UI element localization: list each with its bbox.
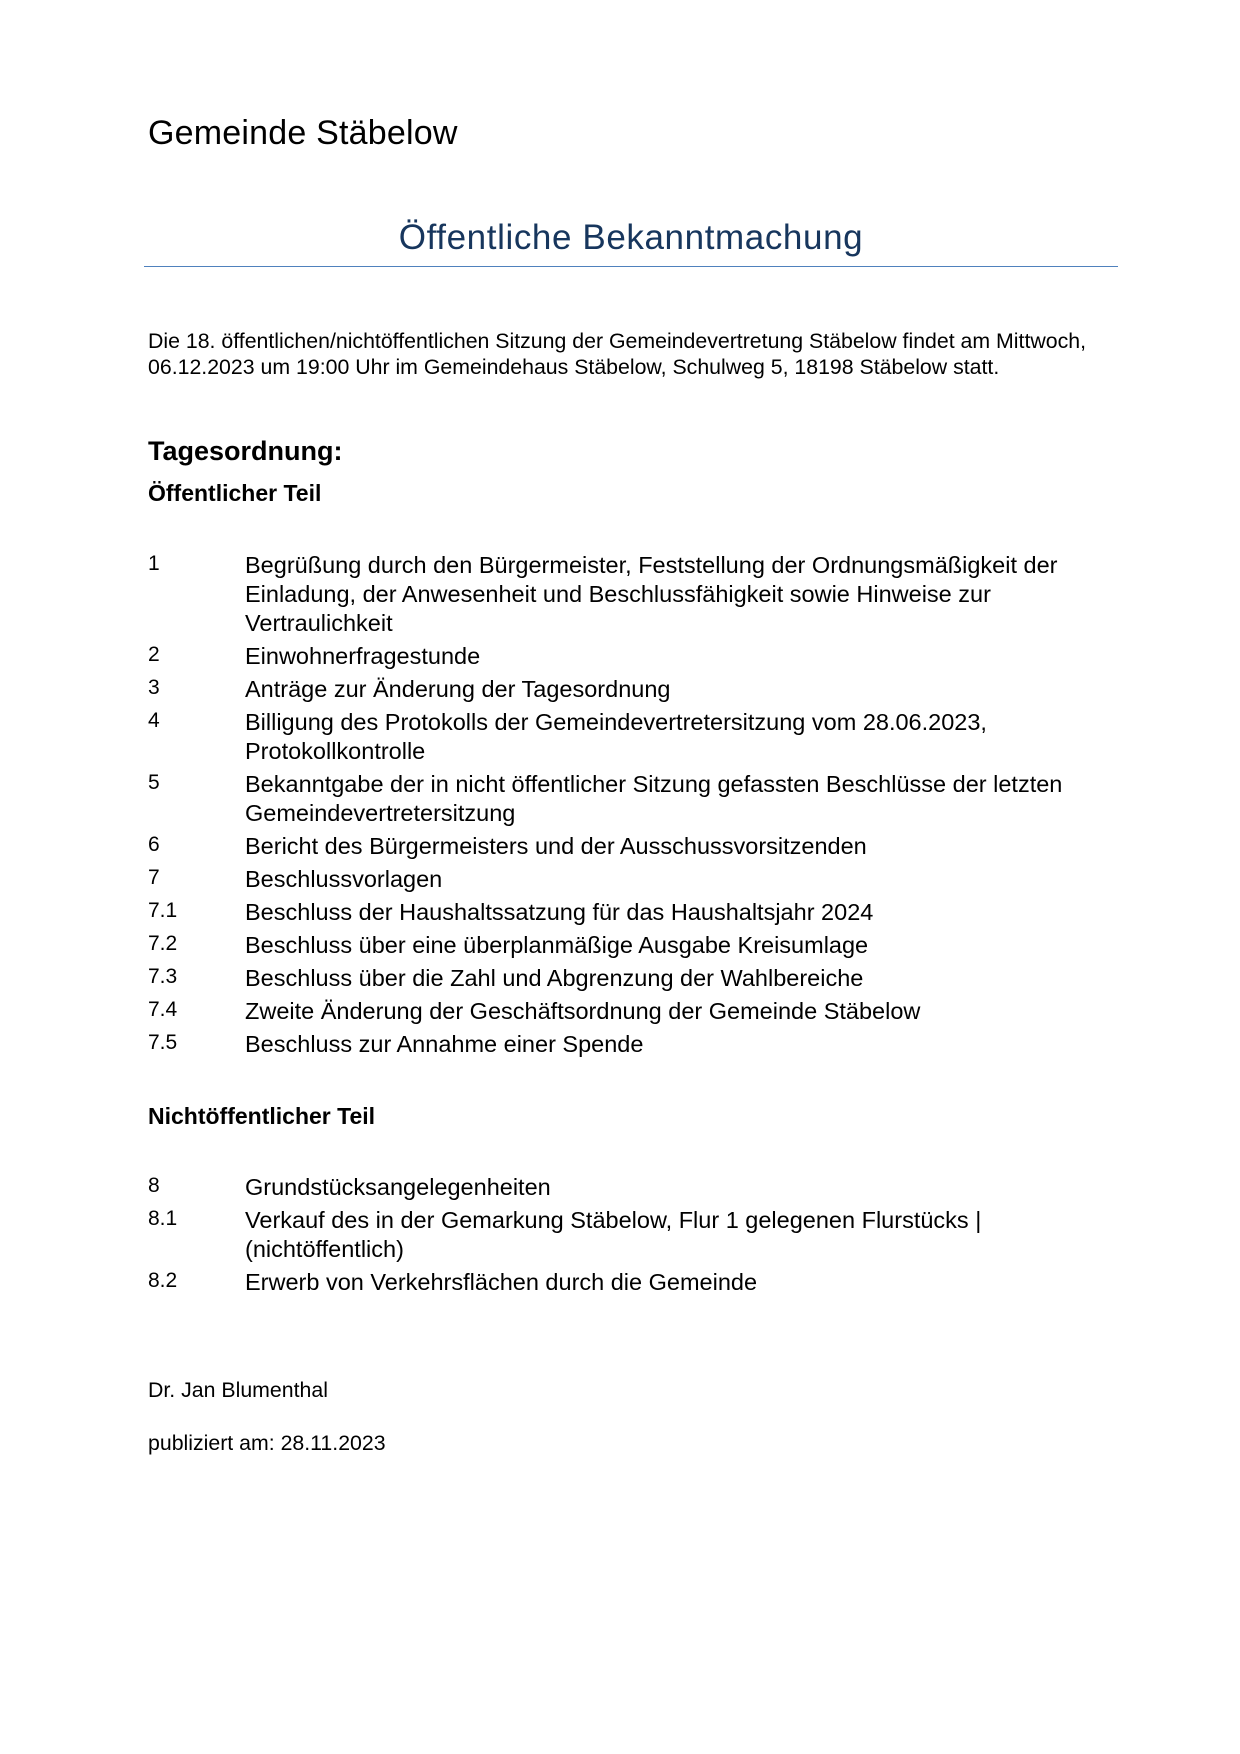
- agenda-item-text: Beschluss zur Annahme einer Spende: [245, 1031, 644, 1057]
- agenda-item-number: 7.4: [148, 998, 178, 1021]
- agenda-item: [148, 770, 1118, 828]
- public-section-heading: Öffentlicher Teil: [148, 480, 322, 506]
- agenda-item-number: 5: [148, 771, 160, 794]
- agenda-item-number: 7.2: [148, 932, 178, 955]
- agenda-item-text: Zweite Änderung der Geschäftsordnung der Gemeinde Stäbelow: [245, 998, 921, 1024]
- agenda-item-text: Erwerb von Verkehrsflächen durch die Gemeinde: [245, 1269, 758, 1295]
- agenda-item: [148, 1206, 1118, 1264]
- private-agenda-list: [148, 1173, 1118, 1301]
- agenda-item: [148, 551, 1118, 638]
- agenda-item: [148, 865, 1118, 894]
- agenda-item-text: Begrüßung durch den Bürgermeister, Feststellung der Ordnungsmäßigkeit der Einladung, der Anwesenheit und Beschlussfähigkeit sowie Hinweise zur Vertraulichkeit: [245, 552, 1058, 636]
- agenda-item: [148, 642, 1118, 671]
- agenda-item-number: 3: [148, 676, 160, 699]
- agenda-item-number: 7.1: [148, 899, 178, 922]
- agenda-item: [148, 964, 1118, 993]
- agenda-item: [148, 997, 1118, 1026]
- agenda-item-number: 7.3: [148, 965, 178, 988]
- title-divider: [144, 266, 1118, 267]
- public-agenda-list: [148, 551, 1118, 1063]
- agenda-item-text: Billigung des Protokolls der Gemeindevertretersitzung vom 28.06.2023, Protokollkontrolle: [245, 709, 987, 764]
- agenda-item-number: 7.5: [148, 1031, 178, 1054]
- agenda-item-text: Anträge zur Änderung der Tagesordnung: [245, 676, 671, 702]
- agenda-item-text: Beschluss der Haushaltssatzung für das Haushaltsjahr 2024: [245, 899, 874, 925]
- agenda-item-number: 2: [148, 643, 160, 666]
- agenda-item-number: 8: [148, 1174, 160, 1197]
- intro-paragraph: Die 18. öffentlichen/nichtöffentlichen Sitzung der Gemeindevertretung Stäbelow findet am Mittwoch, 06.12.2023 um 19:00 Uhr im Gemeindehaus Stäbelow, Schulweg 5, 18198 Stäbelow statt.: [148, 329, 1086, 379]
- agenda-item: [148, 675, 1118, 704]
- signature: Dr. Jan Blumenthal: [148, 1378, 328, 1402]
- agenda-item: [148, 1030, 1118, 1059]
- agenda-item-number: 6: [148, 833, 160, 856]
- agenda-item: [148, 832, 1118, 861]
- agenda-item: [148, 1173, 1118, 1202]
- agenda-item-text: Beschluss über eine überplanmäßige Ausgabe Kreisumlage: [245, 932, 869, 958]
- agenda-item-number: 4: [148, 709, 160, 732]
- agenda-item: [148, 708, 1118, 766]
- agenda-item: [148, 1268, 1118, 1297]
- agenda-item-text: Bericht des Bürgermeisters und der Ausschussvorsitzenden: [245, 833, 867, 859]
- notice-title: Öffentliche Bekanntmachung: [398, 218, 864, 257]
- agenda-item-text: Einwohnerfragestunde: [245, 643, 481, 669]
- agenda-item-number: 1: [148, 552, 160, 575]
- agenda-item-text: Bekanntgabe der in nicht öffentlicher Sitzung gefassten Beschlüsse der letzten Gemeindevertretersitzung: [245, 771, 1063, 826]
- agenda-item-number: 7: [148, 866, 160, 889]
- agenda-item-text: Beschlussvorlagen: [245, 866, 443, 892]
- agenda-item-text: Grundstücksangelegenheiten: [245, 1174, 551, 1200]
- agenda-item-number: 8.2: [148, 1269, 178, 1292]
- agenda-item: [148, 931, 1118, 960]
- municipality-name: Gemeinde Stäbelow: [148, 114, 458, 152]
- agenda-item-text: Beschluss über die Zahl und Abgrenzung der Wahlbereiche: [245, 965, 864, 991]
- agenda-item-number: 8.1: [148, 1207, 178, 1230]
- agenda-item: [148, 898, 1118, 927]
- agenda-heading: Tagesordnung:: [148, 436, 343, 466]
- agenda-item-text: Verkauf des in der Gemarkung Stäbelow, Flur 1 gelegenen Flurstücks |(nichtöffentlich): [245, 1207, 982, 1262]
- private-section-heading: Nichtöffentlicher Teil: [148, 1103, 376, 1129]
- publication-date: publiziert am: 28.11.2023: [148, 1431, 386, 1455]
